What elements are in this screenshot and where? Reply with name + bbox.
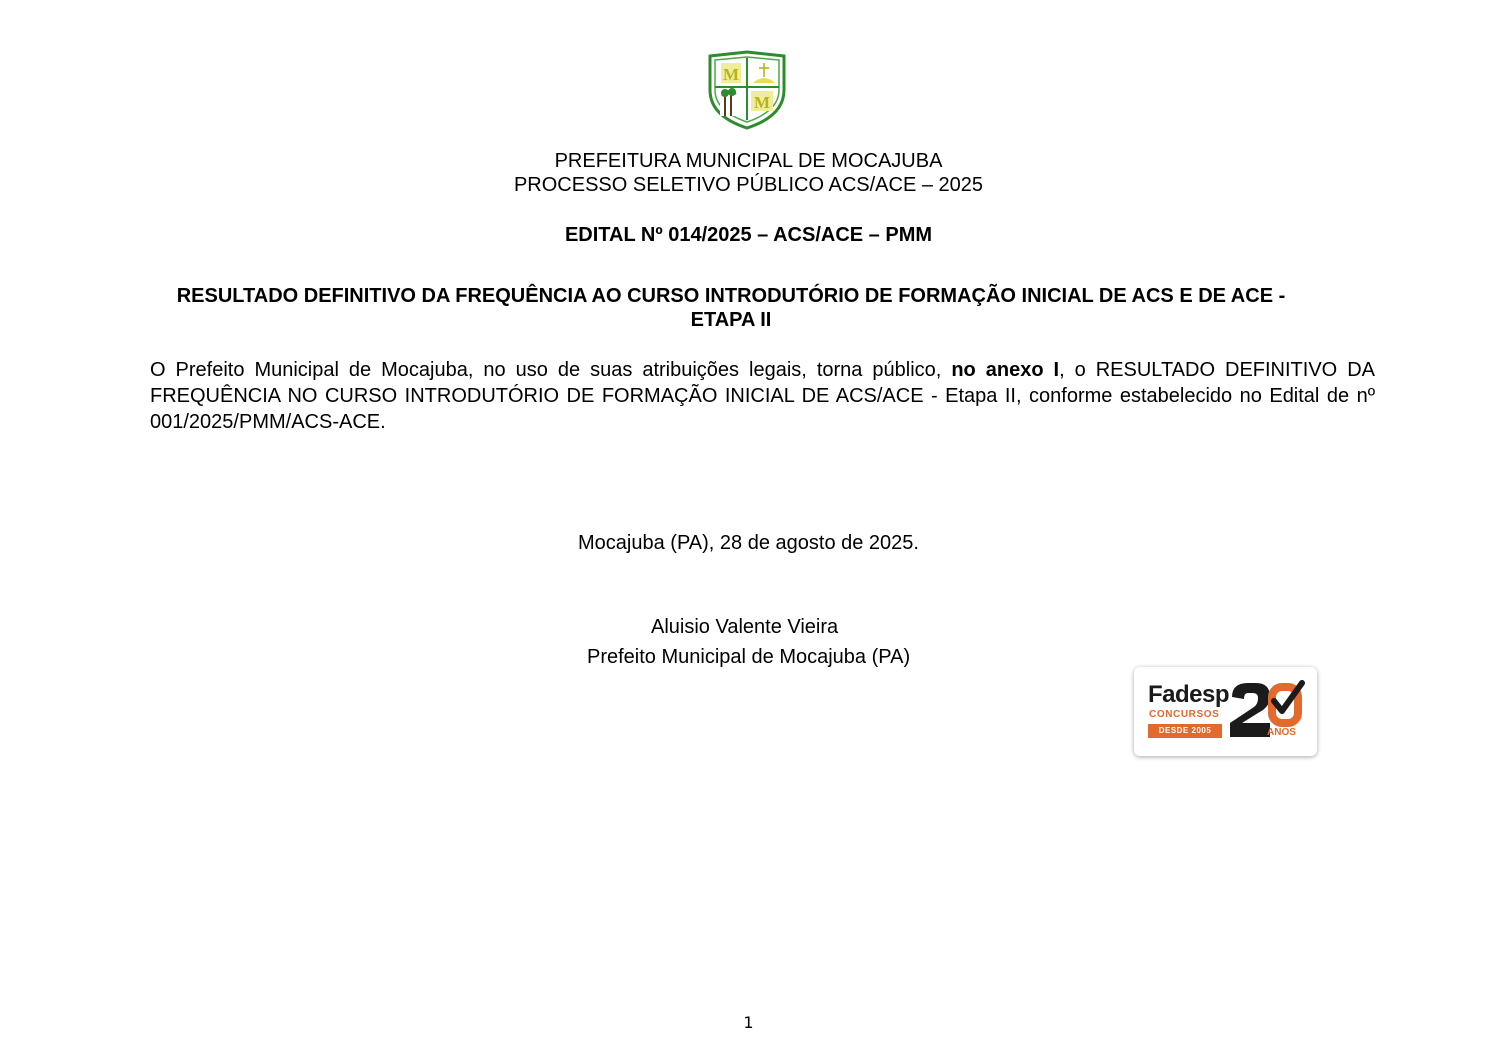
municipal-crest-logo [706, 50, 788, 130]
date-line: Mocajuba (PA), 28 de agosto de 2025. [578, 532, 919, 554]
fadesp-logo [1134, 667, 1317, 756]
body-paragraph [150, 357, 1375, 435]
header-processo-seletivo: PROCESSO SELETIVO PÚBLICO ACS/ACE – 2025 [513, 174, 984, 196]
fadesp-logo-since: DESDE 2005 [1148, 724, 1222, 738]
fadesp-logo-name: Fadesp [1148, 681, 1230, 708]
signer-name: Aluisio Valente Vieira [651, 616, 839, 638]
body-text-emphasis: no anexo I [951, 359, 1060, 381]
body-text-part1: O Prefeito Municipal de Mocajuba, no uso de suas atribuições legais, torna público, [150, 359, 952, 381]
page-number: 1 [743, 1013, 754, 1032]
fadesp-logo-subtitle: CONCURSOS [1149, 709, 1220, 720]
crest-letter-top: M [722, 65, 740, 84]
edital-number: EDITAL Nº 014/2025 – ACS/ACE – PMM [564, 224, 933, 246]
crest-letter-bottom: M [753, 93, 771, 112]
fadesp-logo-anos: ANOS [1267, 727, 1296, 738]
header-prefeitura: PREFEITURA MUNICIPAL DE MOCAJUBA [554, 150, 943, 172]
body-text-part2: , o RESULTADO DEFINITIVO DA FREQUÊNCIA NO CURSO INTRODUTÓRIO DE FORMAÇÃO INICIAL DE ACS/ACE - Etapa II, conforme estabelecido no Edital de nº 001/2025/PMM/ACS-ACE. [150, 359, 1375, 433]
document-title: RESULTADO DEFINITIVO DA FREQUÊNCIA AO CURSO INTRODUTÓRIO DE FORMAÇÃO INICIAL DE ACS E DE ACE - ETAPA II [176, 285, 1286, 331]
signer-role: Prefeito Municipal de Mocajuba (PA) [587, 646, 911, 668]
